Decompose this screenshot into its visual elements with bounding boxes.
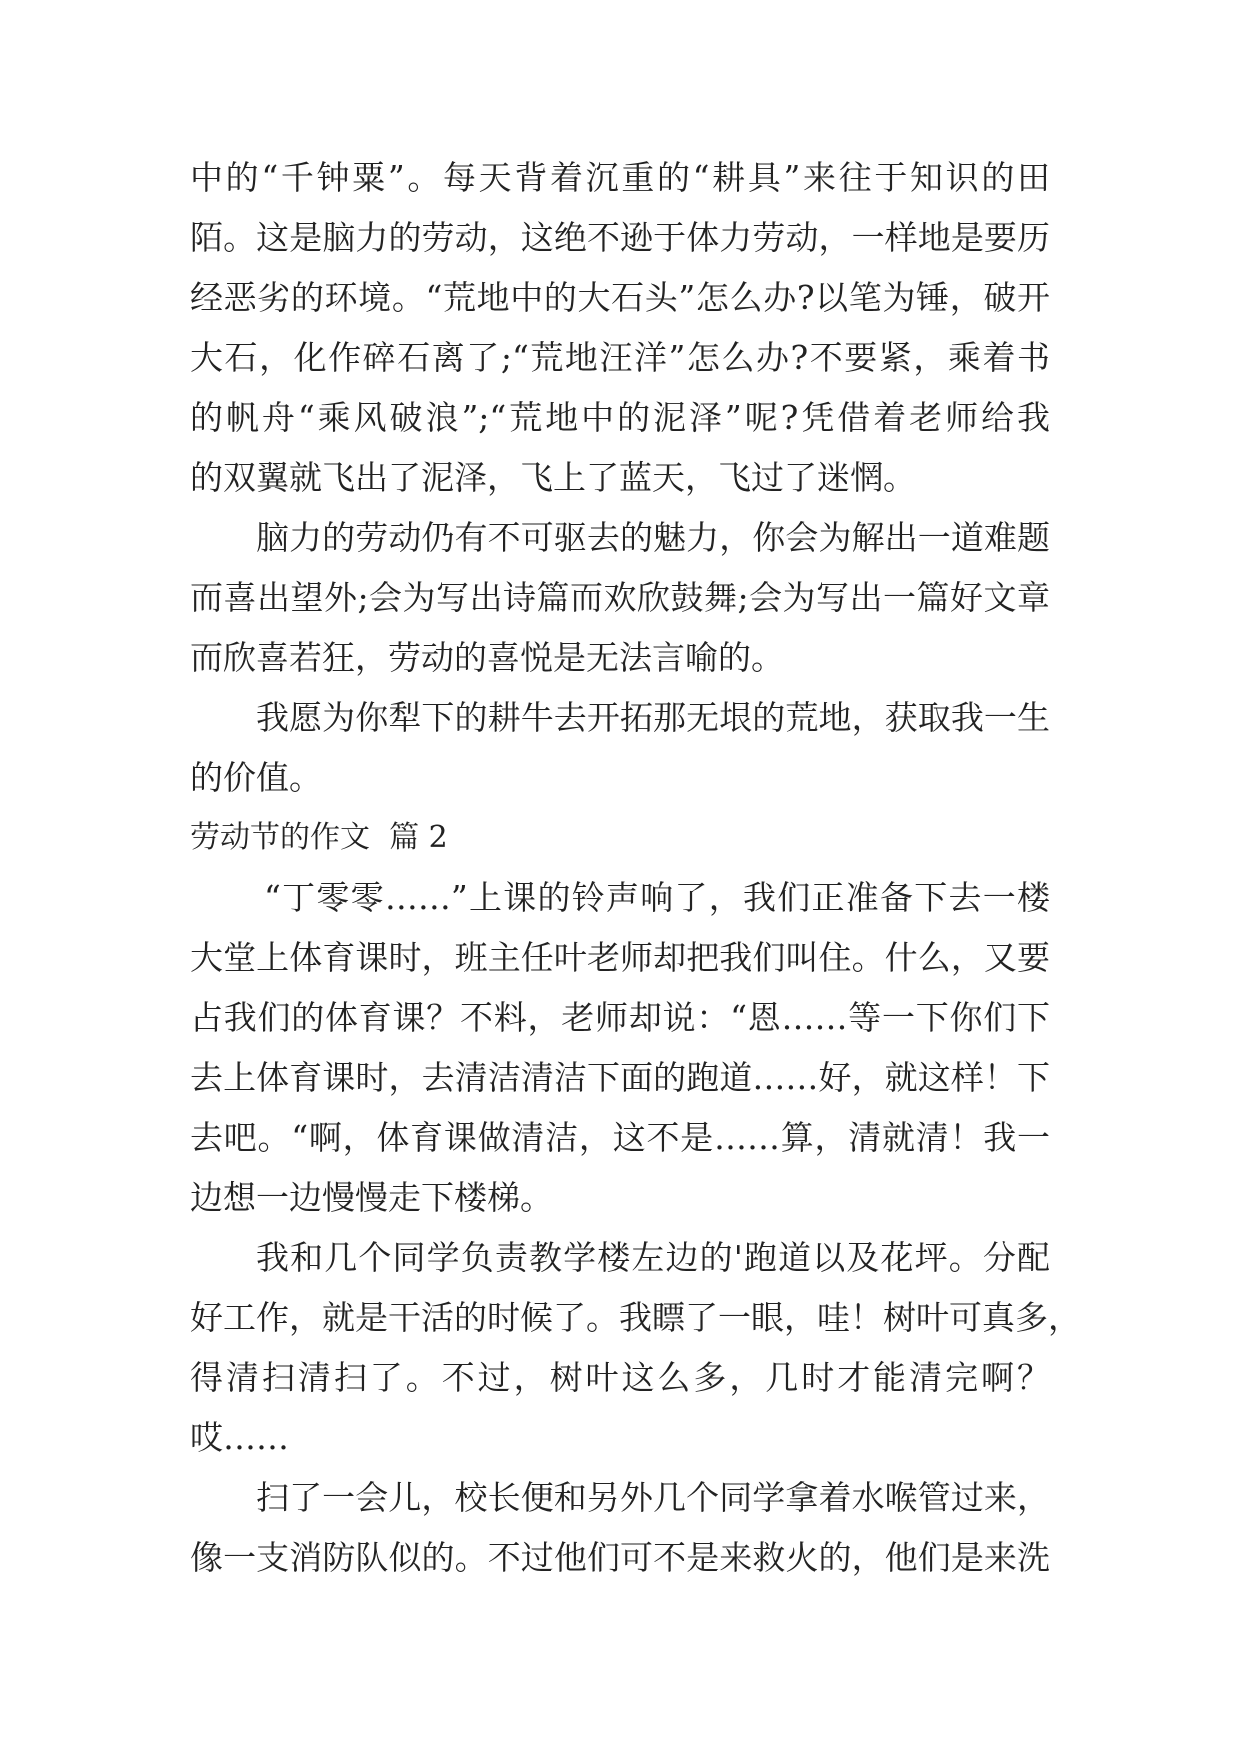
text-line: 的价值。 [190,758,322,797]
document-page [190,148,1081,1588]
text-line: 边想一边慢慢走下楼梯。 [190,1178,553,1217]
text-line: 脑力的劳动仍有不可驱去的魅力，你会为解出一道难题 [256,518,1050,557]
text-line: 大石，化作碎石离了;“荒地汪洋”怎么办?不要紧，乘着书 [190,338,1050,377]
text-line: 中的“千钟粟”。每天背着沉重的“耕具”来往于知识的田 [190,158,1050,197]
paragraph-mental-labor [190,508,1050,688]
text-line: 我和几个同学负责教学楼左边的'跑道以及花坪。分配 [256,1238,1050,1277]
text-line: 我愿为你犁下的耕牛去开拓那无垠的荒地，获取我一生 [256,698,1050,737]
text-line: 大堂上体育课时，班主任叶老师却把我们叫住。什么，又要 [190,938,1050,977]
text-line: “丁零零……”上课的铃声响了，我们正准备下去一楼 [264,878,1050,917]
section1-continuation-paragraph [190,148,1050,508]
section-heading [190,808,1050,868]
text-line: 去吧。“啊，体育课做清洁，这不是……算，清就清！我一 [190,1118,1050,1157]
text-line: 而喜出望外;会为写出诗篇而欢欣鼓舞;会为写出一篇好文章 [190,578,1050,617]
section2-title: 劳动节的作文 篇 2 [190,820,448,855]
text-line: 像一支消防队似的。不过他们可不是来救火的，他们是来洗 [190,1538,1050,1577]
paragraph-principal-arrives [190,1468,1050,1588]
text-line: 占我们的体育课？不料，老师却说：“恩……等一下你们下 [190,998,1050,1037]
text-line: 哎…… [190,1418,289,1457]
text-line: 陌。这是脑力的劳动，这绝不逊于体力劳动，一样地是要历 [190,218,1050,257]
text-line: 的双翼就飞出了泥泽，飞上了蓝天，飞过了迷惘。 [190,458,916,497]
text-line: 好工作，就是干活的时候了。我瞟了一眼，哇！树叶可真多， [190,1298,1081,1337]
text-line: 扫了一会儿，校长便和另外几个同学拿着水喉管过来， [256,1478,1050,1517]
text-line: 的帆舟“乘风破浪”;“荒地中的泥泽”呢?凭借着老师给我 [190,398,1050,437]
paragraph-cleaning-duty [190,1228,1081,1468]
text-line: 而欣喜若狂，劳动的喜悦是无法言喻的。 [190,638,784,677]
text-line: 得清扫清扫了。不过，树叶这么多，几时才能清完啊？ [190,1358,1050,1397]
paragraph-bell-rings [190,868,1050,1228]
text-line: 经恶劣的环境。“荒地中的大石头”怎么办?以笔为锤，破开 [190,278,1050,317]
text-line: 去上体育课时，去清洁清洁下面的跑道……好，就这样！下 [190,1058,1050,1097]
paragraph-willing-ox [190,688,1050,808]
